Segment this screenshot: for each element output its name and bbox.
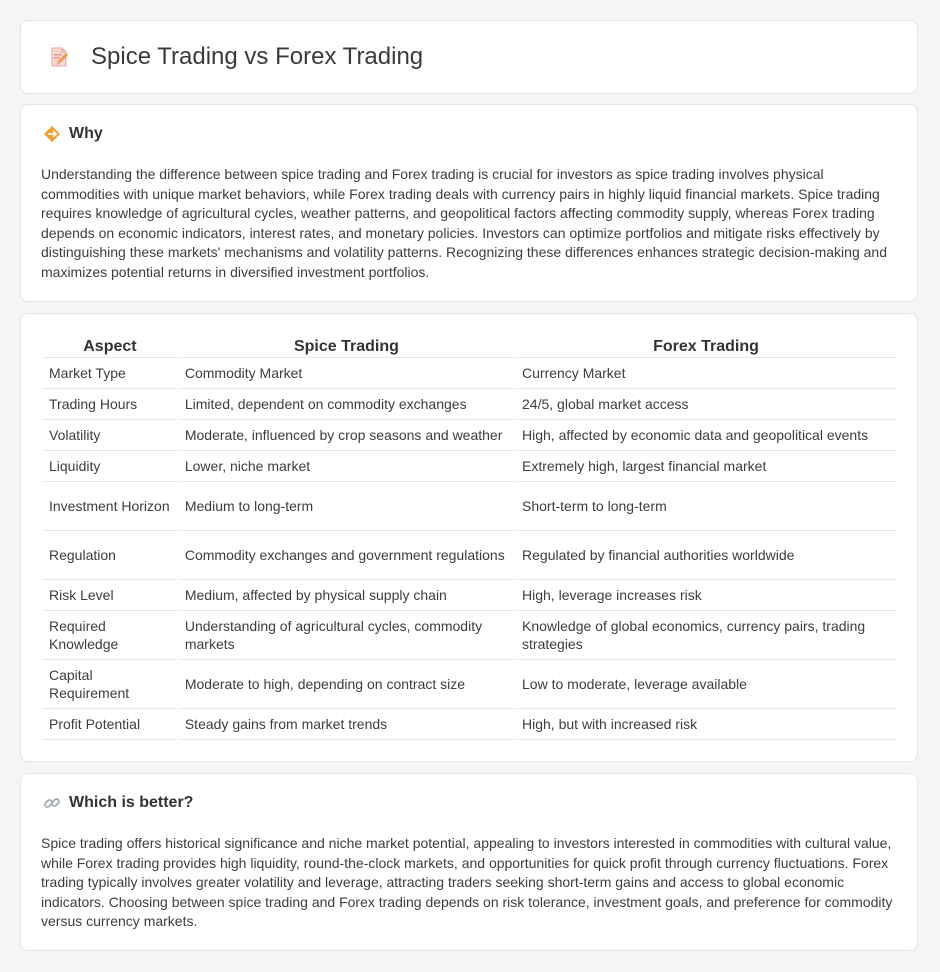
spice-cell: Steady gains from market trends (179, 709, 514, 740)
why-title: Why (69, 125, 103, 142)
table-row (43, 389, 896, 420)
spice-cell: Commodity Market (179, 358, 514, 389)
aspect-cell: Investment Horizon (43, 482, 177, 531)
better-title: Which is better? (69, 794, 194, 811)
why-card (20, 104, 918, 302)
better-heading (43, 794, 193, 812)
forex-cell: Low to moderate, leverage available (516, 660, 896, 709)
why-text: Understanding the difference between spice trading and Forex trading is crucial for investors as spice trading involves physical commodities with unique market behaviors, while Forex trading deals with currency pairs in highly liquid financial markets. Spice trading requires knowledge of agricultural cycles, weather patterns, and geopolitical factors affecting commodity supply, whereas Forex trading depends on economic indicators, interest rates, and monetary policies. Investors can optimize portfolios and mitigate risks effectively by distinguishing these markets' mechanisms and volatility patterns. Recognizing these differences enhances strategic decision-making and maximizes potential returns in diversified investment portfolios. (41, 166, 887, 280)
aspect-cell: Trading Hours (43, 389, 177, 420)
aspect-cell: Risk Level (43, 580, 177, 611)
aspect-cell: Liquidity (43, 451, 177, 482)
forex-cell: High, but with increased risk (516, 709, 896, 740)
spice-cell: Understanding of agricultural cycles, commodity markets (179, 611, 514, 660)
why-heading (43, 125, 103, 143)
spice-cell: Moderate to high, depending on contract size (179, 660, 514, 709)
forex-cell: Regulated by financial authorities worldwide (516, 531, 896, 580)
page-title: Spice Trading vs Forex Trading (91, 43, 424, 70)
forex-cell: Currency Market (516, 358, 896, 389)
table-row (43, 580, 896, 611)
spice-cell: Moderate, influenced by crop seasons and weather (179, 420, 514, 451)
diamond-sign-icon (43, 125, 61, 143)
table-row (43, 709, 896, 740)
forex-cell: Extremely high, largest financial market (516, 451, 896, 482)
title-row (21, 21, 917, 93)
forex-cell: 24/5, global market access (516, 389, 896, 420)
table-row (43, 482, 896, 531)
title-card (20, 20, 918, 94)
comparison-table (41, 334, 898, 740)
table-row (43, 420, 896, 451)
table-row (43, 531, 896, 580)
better-text: Spice trading offers historical significance and niche market potential, appealing to investors interested in commodities with cultural value, while Forex trading provides high liquidity, round-the-clock markets, and opportunities for quick profit through currency fluctuations. Forex trading typically involves greater volatility and leverage, attracting traders seeking short-term gains and access to global economic indicators. Choosing between spice trading and Forex trading depends on risk tolerance, investment goals, and preference for commodity versus currency markets. (41, 835, 893, 930)
aspect-cell: Market Type (43, 358, 177, 389)
table-row (43, 451, 896, 482)
aspect-cell: Regulation (43, 531, 177, 580)
spice-cell: Limited, dependent on commodity exchanges (179, 389, 514, 420)
link-icon (43, 794, 61, 812)
table-row (43, 660, 896, 709)
table-header-row (43, 334, 896, 358)
aspect-cell: Profit Potential (43, 709, 177, 740)
aspect-cell: Required Knowledge (43, 611, 177, 660)
spice-cell: Medium to long-term (179, 482, 514, 531)
header-spice-trading: Spice Trading (179, 334, 514, 358)
forex-cell: High, leverage increases risk (516, 580, 896, 611)
forex-cell: Knowledge of global economics, currency pairs, trading strategies (516, 611, 896, 660)
which-is-better-card (20, 773, 918, 951)
spice-cell: Commodity exchanges and government regulations (179, 531, 514, 580)
spice-cell: Medium, affected by physical supply chain (179, 580, 514, 611)
aspect-cell: Capital Requirement (43, 660, 177, 709)
spice-cell: Lower, niche market (179, 451, 514, 482)
forex-cell: High, affected by economic data and geopolitical events (516, 420, 896, 451)
comparison-card (20, 313, 918, 762)
table-row (43, 611, 896, 660)
aspect-cell: Volatility (43, 420, 177, 451)
forex-cell: Short-term to long-term (516, 482, 896, 531)
header-forex-trading: Forex Trading (516, 334, 896, 358)
table-row (43, 358, 896, 389)
header-aspect: Aspect (43, 334, 177, 358)
document-pencil-icon (47, 45, 71, 69)
